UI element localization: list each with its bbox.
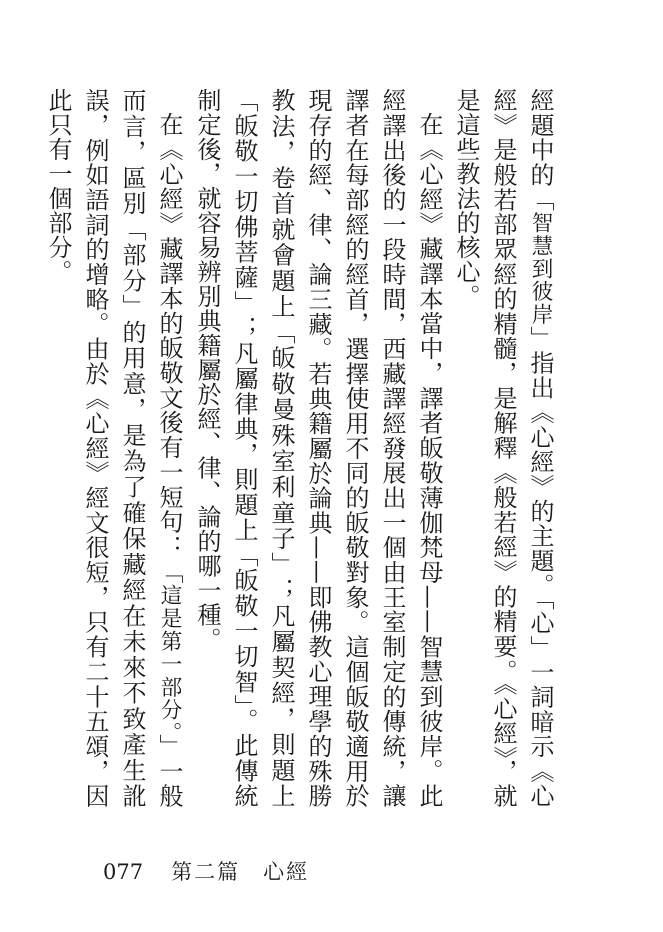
text-run: 」一般而言，區別「部分」的用意，是為了確保藏經在未來不致產生訛誤，例如語詞的增略。由於《心經》經文很短，只有二十五頌，因此只有一個部分。 — [44, 88, 183, 809]
quoted-text: 智慧到彼岸 — [528, 211, 553, 326]
body-text — [39, 88, 559, 808]
section-title: 第二篇 心經 — [171, 860, 310, 884]
page-number: 077 — [103, 860, 144, 884]
paragraph — [447, 88, 559, 808]
page-footer — [103, 856, 309, 886]
paragraph — [39, 88, 188, 808]
text-run: 在《心經》藏譯本當中，譯者皈敬薄伽梵母——智慧到彼岸。此經譯出後的一段時間，西藏譯經發展出一個由王室制定的傳統，讓譯者在每部經的經首，選擇使用不同的皈敬對象。這個皈敬適用於現存的經、律、論三藏。若典籍屬於論典——即佛教心理學的殊勝教法，卷首就會題上「皈敬曼殊室利童子」；凡屬契經，則題上「皈敬一切佛菩薩」；凡屬律典，則題上「皈敬一切智」。此傳統制定後，就容易辨別典籍屬於經、律、論的哪一種。 — [193, 88, 443, 808]
text-run: 在《心經》藏譯本的皈敬文後有一短句：「 — [155, 112, 183, 585]
text-run: 」指出《心經》的主題。「心」一詞暗示《心經》是般若部眾經的精髓，是解釋《般若經》的精要。《心經》，就是這些教法的核心。 — [452, 88, 554, 809]
text-run: 經題中的「 — [526, 88, 554, 212]
paragraph — [188, 88, 447, 808]
quoted-text: 這是第一部分。 — [157, 584, 182, 734]
